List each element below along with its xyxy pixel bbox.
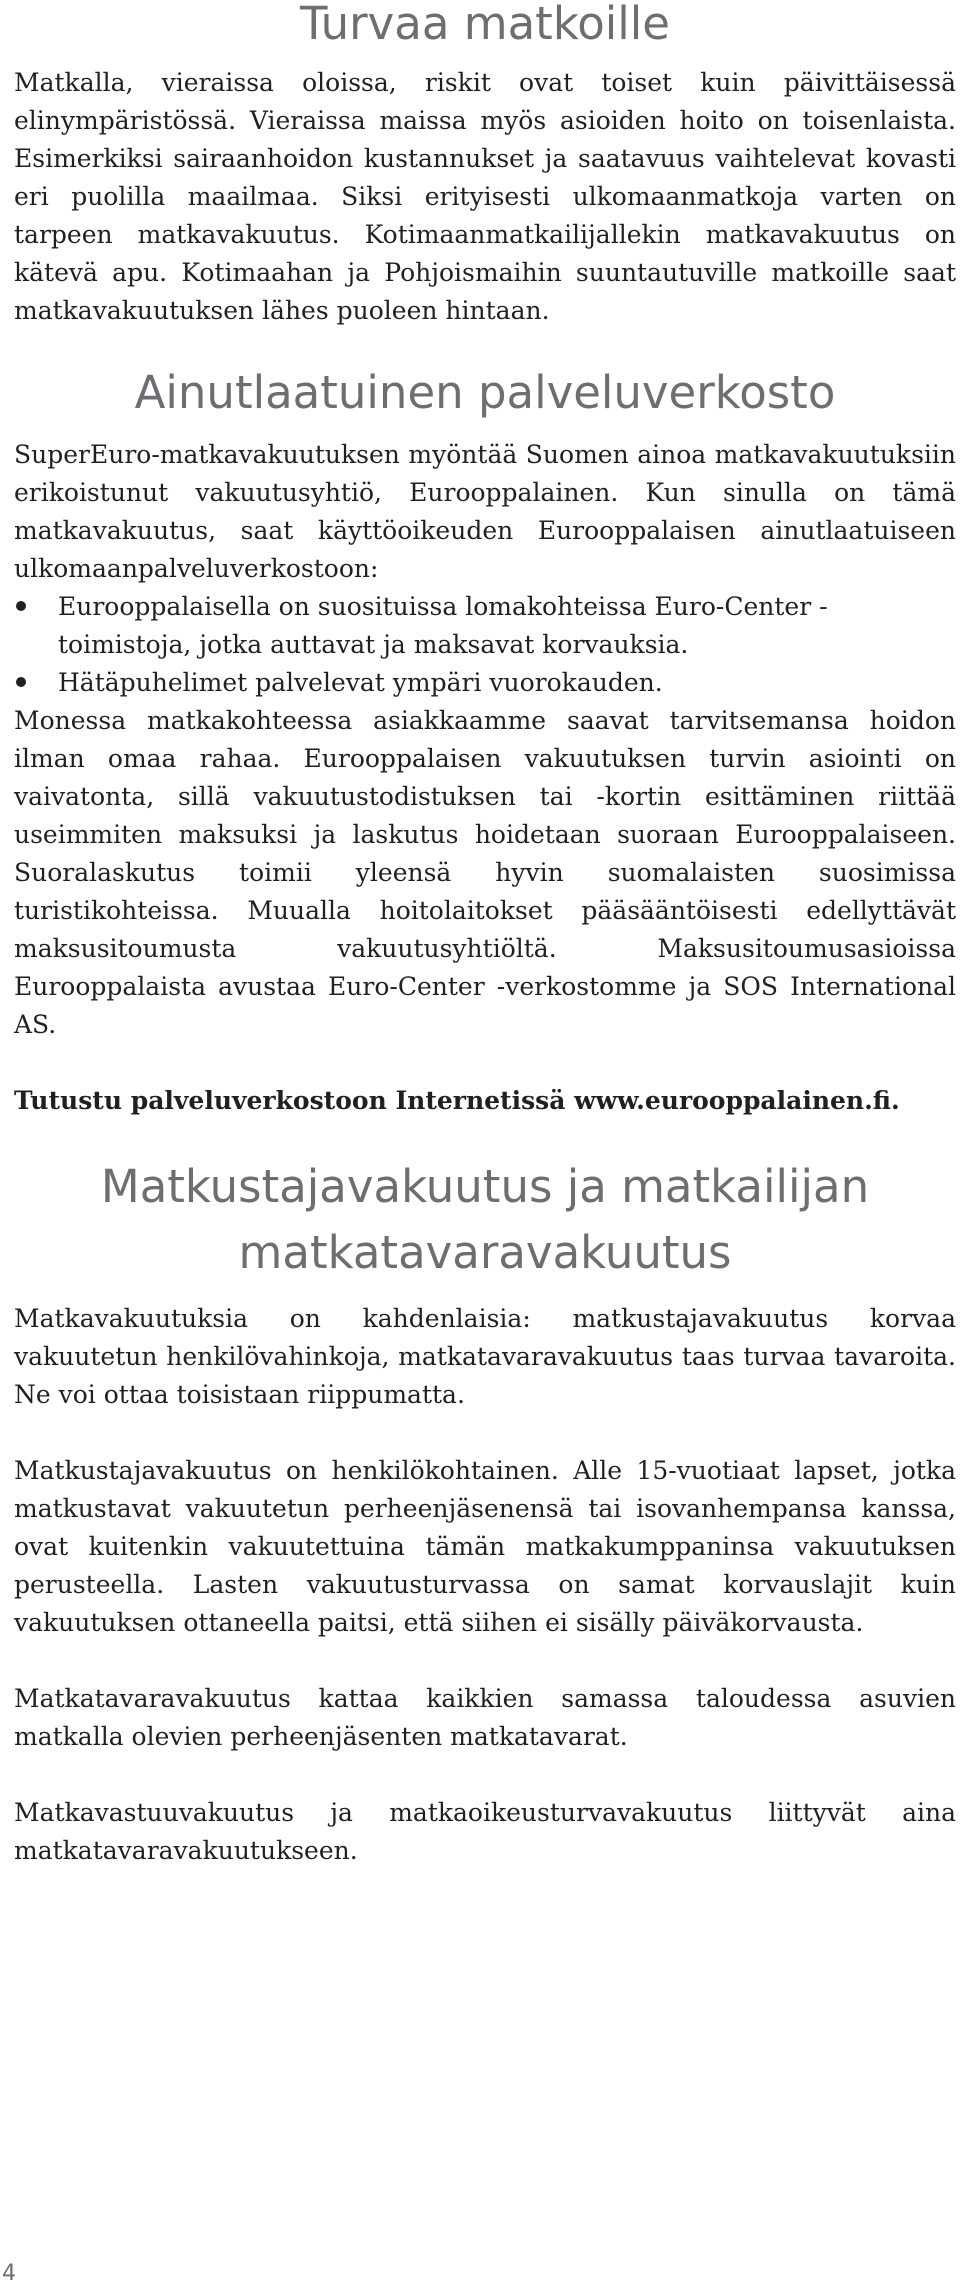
section-title-matkustajavakuutus [14,1154,956,1286]
section2-intro: SuperEuro-matkavakuutuksen myöntää Suomen ainoa matkavakuutuksiin erikoistunut vakuutusyhtiö, Eurooppalainen. Kun sinulla on tämä matkavakuutus, saat käyttöoikeuden Eurooppalaisen ainutlaatuiseen ulkomaanpalveluverkostoon: [14,440,956,583]
section-title-line: Matkustajavakuutus ja matkailijan [100,1160,870,1213]
section-title-palveluverkosto: Ainutlaatuinen palveluverkosto [134,366,836,419]
section3-paragraph: Matkavastuuvakuutus ja matkaoikeusturvavakuutus liittyvät aina matkatavaravakuutukseen. [14,1798,956,1865]
bullet-icon [16,677,26,687]
section-title-turvaa-matkoille: Turvaa matkoille [300,0,670,50]
section1-paragraph: Matkalla, vieraissa oloissa, riskit ovat toiset kuin päivittäisessä elinympäristössä. Vieraissa maissa myös asioiden hoito on toisenlaista. Esimerkiksi sairaanhoidon kustannukset ja saatavuus vaihtelevat kovasti eri puolilla maailmaa. Siksi erityisesti ulkomaanmatkoja varten on tarpeen matkavakuutus. Kotimaanmatkailijallekin matkavakuutus on kätevä apu. Kotimaahan ja Pohjoismaihin suuntautuville matkoille saat matkavakuutuksen lähes puoleen hintaan. [14,68,956,325]
website-callout: Tutustu palveluverkostoon Internetissä www.eurooppalainen.fi. [14,1086,900,1115]
section3-paragraph: Matkavakuutuksia on kahdenlaisia: matkustajavakuutus korvaa vakuutetun henkilövahinkoja, matkatavaravakuutus taas turvaa tavaroita. Ne voi ottaa toisistaan riippumatta. [14,1304,956,1409]
page-content [14,0,956,1870]
bullet-icon [16,601,26,611]
service-bullet-list [14,588,956,702]
section3-paragraph: Matkatavaravakuutus kattaa kaikkien samassa taloudessa asuvien matkalla olevien perheenjäsenten matkatavarat. [14,1684,956,1751]
page-number: 4 [2,2261,16,2286]
bullet-item: Eurooppalaisella on suosituissa lomakohteissa Euro-Center -toimistoja, jotka auttavat ja maksavat korvauksia. [14,588,956,664]
section2-paragraph: Monessa matkakohteessa asiakkaamme saavat tarvitsemansa hoidon ilman omaa rahaa. Eurooppalaisen vakuutuksen turvin asiointi on vaivatonta, sillä vakuutustodistuksen tai -kortin esittäminen riittää useimmiten maksuksi ja laskutus hoidetaan suoraan Eurooppalaiseen. Suoralaskutus toimii yleensä hyvin suomalaisten suosimissa turistikohteissa. Muualla hoitolaitokset pääsääntöisesti edellyttävät maksusitoumusta vakuutusyhtiöltä. Maksusitoumusasioissa Eurooppalaista avustaa Euro-Center -verkostomme ja SOS International AS. [14,706,956,1039]
section-title-line: matkatavaravakuutus [238,1226,732,1279]
bullet-item: Hätäpuhelimet palvelevat ympäri vuorokauden. [14,664,956,702]
section3-paragraph: Matkustajavakuutus on henkilökohtainen. Alle 15-vuotiaat lapset, jotka matkustavat vakuutetun perheenjäsenensä tai isovanhempansa kanssa, ovat kuitenkin vakuutettuina tämän matkakumppaninsa vakuutuksen perusteella. Lasten vakuutusturvassa on samat korvauslajit kuin vakuutuksen ottaneella paitsi, että siihen ei sisälly päiväkorvausta. [14,1456,956,1637]
